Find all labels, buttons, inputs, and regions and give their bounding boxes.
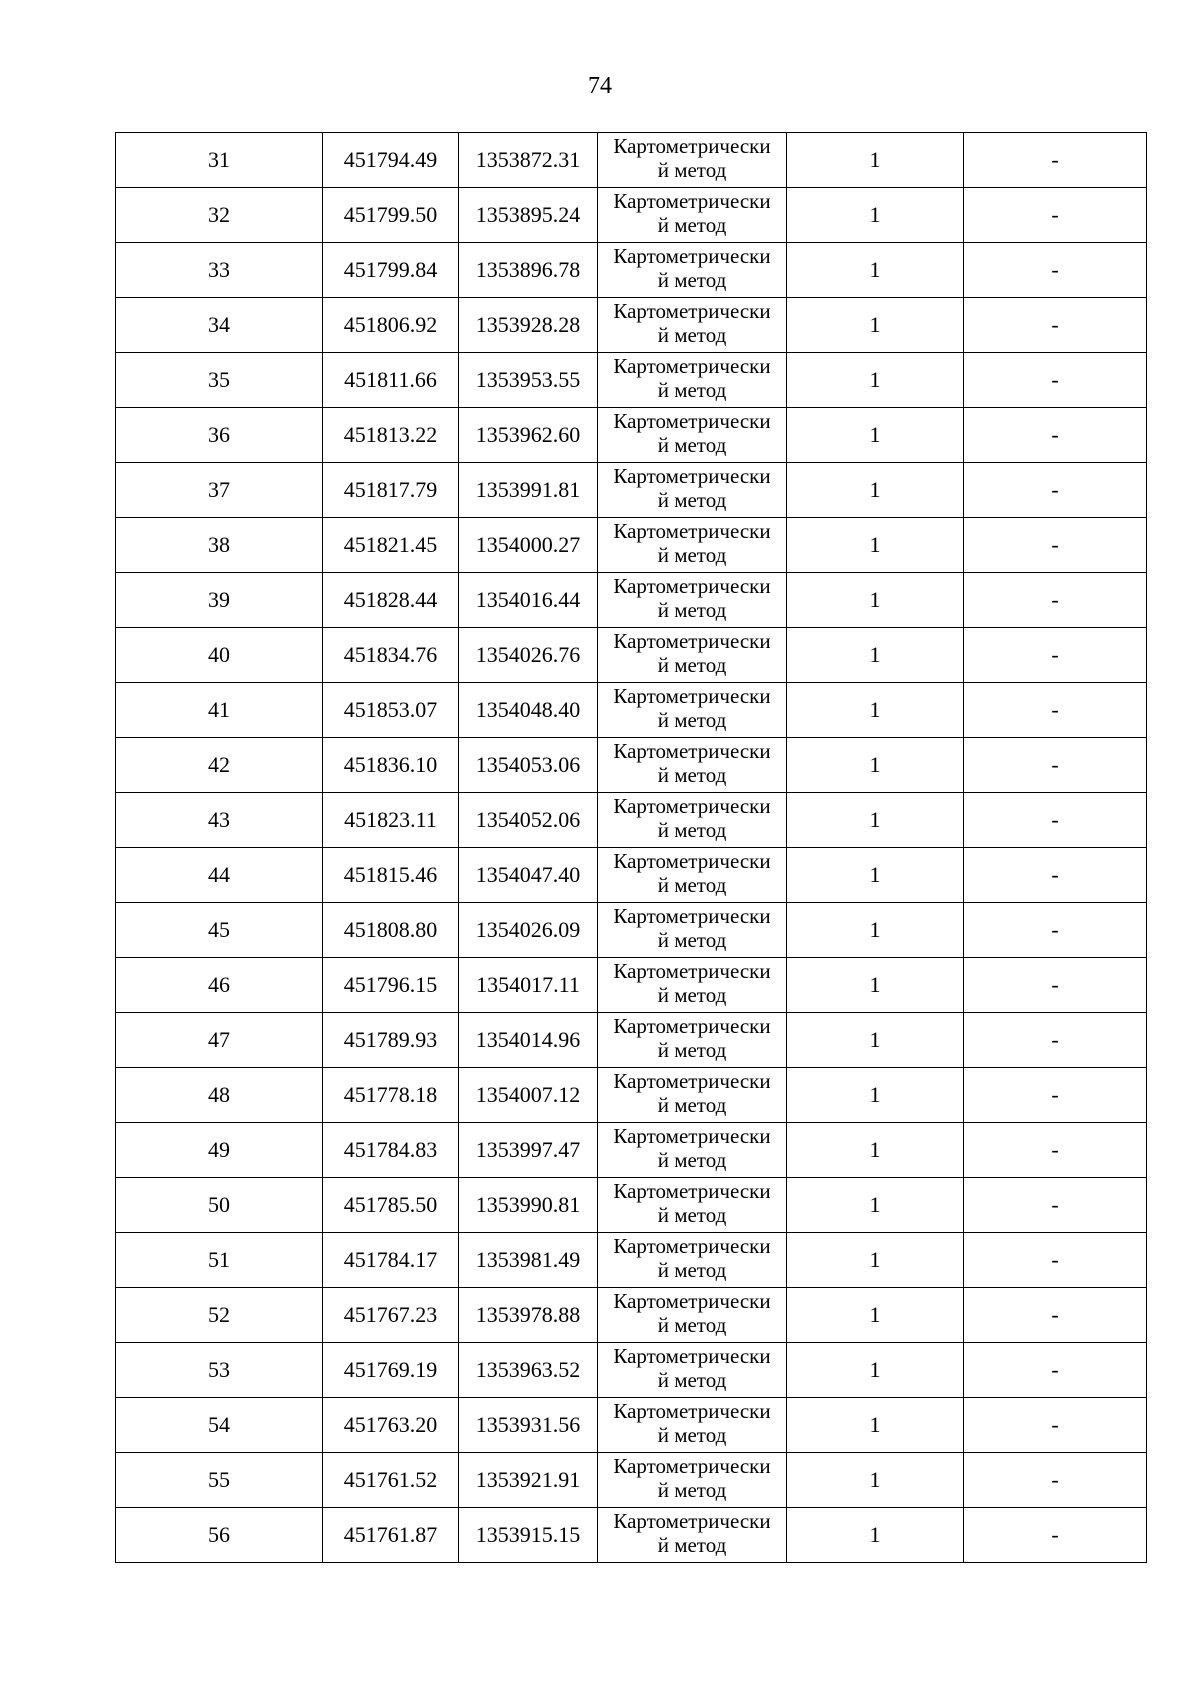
method-cell: Картометрически й метод (598, 1068, 787, 1123)
accuracy-cell: 1 (787, 133, 964, 188)
x-coordinate-cell: 451799.84 (323, 243, 459, 298)
note-cell: - (964, 1508, 1147, 1563)
table-row (116, 1288, 1147, 1343)
method-cell: Картометрически й метод (598, 353, 787, 408)
point-number-cell: 54 (116, 1398, 323, 1453)
x-coordinate-cell: 451815.46 (323, 848, 459, 903)
table-row (116, 1233, 1147, 1288)
note-cell: - (964, 243, 1147, 298)
method-cell: Картометрически й метод (598, 518, 787, 573)
note-cell: - (964, 298, 1147, 353)
note-cell: - (964, 628, 1147, 683)
method-cell: Картометрически й метод (598, 1288, 787, 1343)
note-cell: - (964, 1013, 1147, 1068)
y-coordinate-cell: 1354026.76 (459, 628, 598, 683)
y-coordinate-cell: 1354052.06 (459, 793, 598, 848)
table-row (116, 848, 1147, 903)
table-row (116, 1508, 1147, 1563)
y-coordinate-cell: 1353981.49 (459, 1233, 598, 1288)
y-coordinate-cell: 1353962.60 (459, 408, 598, 463)
coordinates-table (115, 132, 1147, 1563)
note-cell: - (964, 1398, 1147, 1453)
note-cell: - (964, 133, 1147, 188)
x-coordinate-cell: 451834.76 (323, 628, 459, 683)
y-coordinate-cell: 1353928.28 (459, 298, 598, 353)
table-row (116, 1398, 1147, 1453)
method-cell: Картометрически й метод (598, 958, 787, 1013)
accuracy-cell: 1 (787, 1233, 964, 1288)
point-number-cell: 51 (116, 1233, 323, 1288)
x-coordinate-cell: 451761.87 (323, 1508, 459, 1563)
x-coordinate-cell: 451853.07 (323, 683, 459, 738)
accuracy-cell: 1 (787, 903, 964, 958)
note-cell: - (964, 683, 1147, 738)
y-coordinate-cell: 1353991.81 (459, 463, 598, 518)
x-coordinate-cell: 451806.92 (323, 298, 459, 353)
table-row (116, 298, 1147, 353)
x-coordinate-cell: 451796.15 (323, 958, 459, 1013)
note-cell: - (964, 1178, 1147, 1233)
note-cell: - (964, 738, 1147, 793)
accuracy-cell: 1 (787, 408, 964, 463)
y-coordinate-cell: 1353997.47 (459, 1123, 598, 1178)
point-number-cell: 45 (116, 903, 323, 958)
method-cell: Картометрически й метод (598, 1508, 787, 1563)
point-number-cell: 50 (116, 1178, 323, 1233)
accuracy-cell: 1 (787, 1013, 964, 1068)
x-coordinate-cell: 451784.83 (323, 1123, 459, 1178)
method-cell: Картометрически й метод (598, 793, 787, 848)
point-number-cell: 56 (116, 1508, 323, 1563)
point-number-cell: 53 (116, 1343, 323, 1398)
y-coordinate-cell: 1353896.78 (459, 243, 598, 298)
y-coordinate-cell: 1354053.06 (459, 738, 598, 793)
y-coordinate-cell: 1353978.88 (459, 1288, 598, 1343)
method-cell: Картометрически й метод (598, 408, 787, 463)
note-cell: - (964, 1068, 1147, 1123)
accuracy-cell: 1 (787, 298, 964, 353)
x-coordinate-cell: 451767.23 (323, 1288, 459, 1343)
x-coordinate-cell: 451821.45 (323, 518, 459, 573)
y-coordinate-cell: 1354016.44 (459, 573, 598, 628)
accuracy-cell: 1 (787, 1453, 964, 1508)
x-coordinate-cell: 451763.20 (323, 1398, 459, 1453)
point-number-cell: 49 (116, 1123, 323, 1178)
method-cell: Картометрически й метод (598, 1123, 787, 1178)
note-cell: - (964, 463, 1147, 518)
method-cell: Картометрически й метод (598, 463, 787, 518)
method-cell: Картометрически й метод (598, 683, 787, 738)
x-coordinate-cell: 451794.49 (323, 133, 459, 188)
page-number: 74 (588, 73, 612, 99)
accuracy-cell: 1 (787, 738, 964, 793)
accuracy-cell: 1 (787, 1508, 964, 1563)
method-cell: Картометрически й метод (598, 848, 787, 903)
x-coordinate-cell: 451808.80 (323, 903, 459, 958)
table-row (116, 793, 1147, 848)
point-number-cell: 52 (116, 1288, 323, 1343)
y-coordinate-cell: 1353895.24 (459, 188, 598, 243)
accuracy-cell: 1 (787, 518, 964, 573)
point-number-cell: 34 (116, 298, 323, 353)
point-number-cell: 39 (116, 573, 323, 628)
table-row (116, 683, 1147, 738)
x-coordinate-cell: 451761.52 (323, 1453, 459, 1508)
table-row (116, 628, 1147, 683)
note-cell: - (964, 1343, 1147, 1398)
accuracy-cell: 1 (787, 1123, 964, 1178)
point-number-cell: 41 (116, 683, 323, 738)
x-coordinate-cell: 451778.18 (323, 1068, 459, 1123)
point-number-cell: 55 (116, 1453, 323, 1508)
x-coordinate-cell: 451785.50 (323, 1178, 459, 1233)
point-number-cell: 48 (116, 1068, 323, 1123)
table-row (116, 1178, 1147, 1233)
table-row (116, 243, 1147, 298)
point-number-cell: 47 (116, 1013, 323, 1068)
point-number-cell: 44 (116, 848, 323, 903)
note-cell: - (964, 793, 1147, 848)
method-cell: Картометрически й метод (598, 628, 787, 683)
y-coordinate-cell: 1353872.31 (459, 133, 598, 188)
note-cell: - (964, 903, 1147, 958)
note-cell: - (964, 518, 1147, 573)
table-row (116, 408, 1147, 463)
point-number-cell: 32 (116, 188, 323, 243)
table-row (116, 463, 1147, 518)
method-cell: Картометрически й метод (598, 1453, 787, 1508)
method-cell: Картометрически й метод (598, 133, 787, 188)
accuracy-cell: 1 (787, 683, 964, 738)
table-row (116, 133, 1147, 188)
table-row (116, 1453, 1147, 1508)
method-cell: Картометрически й метод (598, 573, 787, 628)
method-cell: Картометрически й метод (598, 903, 787, 958)
x-coordinate-cell: 451769.19 (323, 1343, 459, 1398)
y-coordinate-cell: 1353990.81 (459, 1178, 598, 1233)
note-cell: - (964, 848, 1147, 903)
note-cell: - (964, 188, 1147, 243)
y-coordinate-cell: 1353915.15 (459, 1508, 598, 1563)
point-number-cell: 42 (116, 738, 323, 793)
note-cell: - (964, 408, 1147, 463)
accuracy-cell: 1 (787, 353, 964, 408)
table-row (116, 518, 1147, 573)
x-coordinate-cell: 451836.10 (323, 738, 459, 793)
y-coordinate-cell: 1354048.40 (459, 683, 598, 738)
accuracy-cell: 1 (787, 573, 964, 628)
accuracy-cell: 1 (787, 628, 964, 683)
table-row (116, 353, 1147, 408)
x-coordinate-cell: 451817.79 (323, 463, 459, 518)
table-row (116, 1343, 1147, 1398)
accuracy-cell: 1 (787, 793, 964, 848)
note-cell: - (964, 958, 1147, 1013)
accuracy-cell: 1 (787, 188, 964, 243)
x-coordinate-cell: 451789.93 (323, 1013, 459, 1068)
x-coordinate-cell: 451823.11 (323, 793, 459, 848)
y-coordinate-cell: 1353953.55 (459, 353, 598, 408)
point-number-cell: 40 (116, 628, 323, 683)
note-cell: - (964, 1123, 1147, 1178)
point-number-cell: 38 (116, 518, 323, 573)
method-cell: Картометрически й метод (598, 1013, 787, 1068)
table-row (116, 1068, 1147, 1123)
accuracy-cell: 1 (787, 1398, 964, 1453)
method-cell: Картометрически й метод (598, 1178, 787, 1233)
x-coordinate-cell: 451799.50 (323, 188, 459, 243)
method-cell: Картометрически й метод (598, 1233, 787, 1288)
note-cell: - (964, 1288, 1147, 1343)
accuracy-cell: 1 (787, 958, 964, 1013)
point-number-cell: 43 (116, 793, 323, 848)
table-row (116, 1123, 1147, 1178)
x-coordinate-cell: 451828.44 (323, 573, 459, 628)
method-cell: Картометрически й метод (598, 1343, 787, 1398)
accuracy-cell: 1 (787, 1178, 964, 1233)
method-cell: Картометрически й метод (598, 188, 787, 243)
y-coordinate-cell: 1354047.40 (459, 848, 598, 903)
note-cell: - (964, 1233, 1147, 1288)
accuracy-cell: 1 (787, 1288, 964, 1343)
table-row (116, 1013, 1147, 1068)
note-cell: - (964, 573, 1147, 628)
x-coordinate-cell: 451811.66 (323, 353, 459, 408)
y-coordinate-cell: 1354026.09 (459, 903, 598, 958)
method-cell: Картометрически й метод (598, 1398, 787, 1453)
note-cell: - (964, 353, 1147, 408)
y-coordinate-cell: 1353931.56 (459, 1398, 598, 1453)
point-number-cell: 33 (116, 243, 323, 298)
accuracy-cell: 1 (787, 243, 964, 298)
table-row (116, 903, 1147, 958)
accuracy-cell: 1 (787, 848, 964, 903)
accuracy-cell: 1 (787, 1343, 964, 1398)
y-coordinate-cell: 1353963.52 (459, 1343, 598, 1398)
method-cell: Картометрически й метод (598, 738, 787, 793)
accuracy-cell: 1 (787, 463, 964, 518)
coordinates-table-body (116, 133, 1147, 1563)
table-row (116, 188, 1147, 243)
table-row (116, 573, 1147, 628)
point-number-cell: 46 (116, 958, 323, 1013)
accuracy-cell: 1 (787, 1068, 964, 1123)
x-coordinate-cell: 451813.22 (323, 408, 459, 463)
table-row (116, 738, 1147, 793)
point-number-cell: 37 (116, 463, 323, 518)
point-number-cell: 36 (116, 408, 323, 463)
x-coordinate-cell: 451784.17 (323, 1233, 459, 1288)
y-coordinate-cell: 1354000.27 (459, 518, 598, 573)
point-number-cell: 31 (116, 133, 323, 188)
y-coordinate-cell: 1354007.12 (459, 1068, 598, 1123)
table-row (116, 958, 1147, 1013)
note-cell: - (964, 1453, 1147, 1508)
point-number-cell: 35 (116, 353, 323, 408)
method-cell: Картометрически й метод (598, 298, 787, 353)
y-coordinate-cell: 1354014.96 (459, 1013, 598, 1068)
y-coordinate-cell: 1353921.91 (459, 1453, 598, 1508)
y-coordinate-cell: 1354017.11 (459, 958, 598, 1013)
method-cell: Картометрически й метод (598, 243, 787, 298)
